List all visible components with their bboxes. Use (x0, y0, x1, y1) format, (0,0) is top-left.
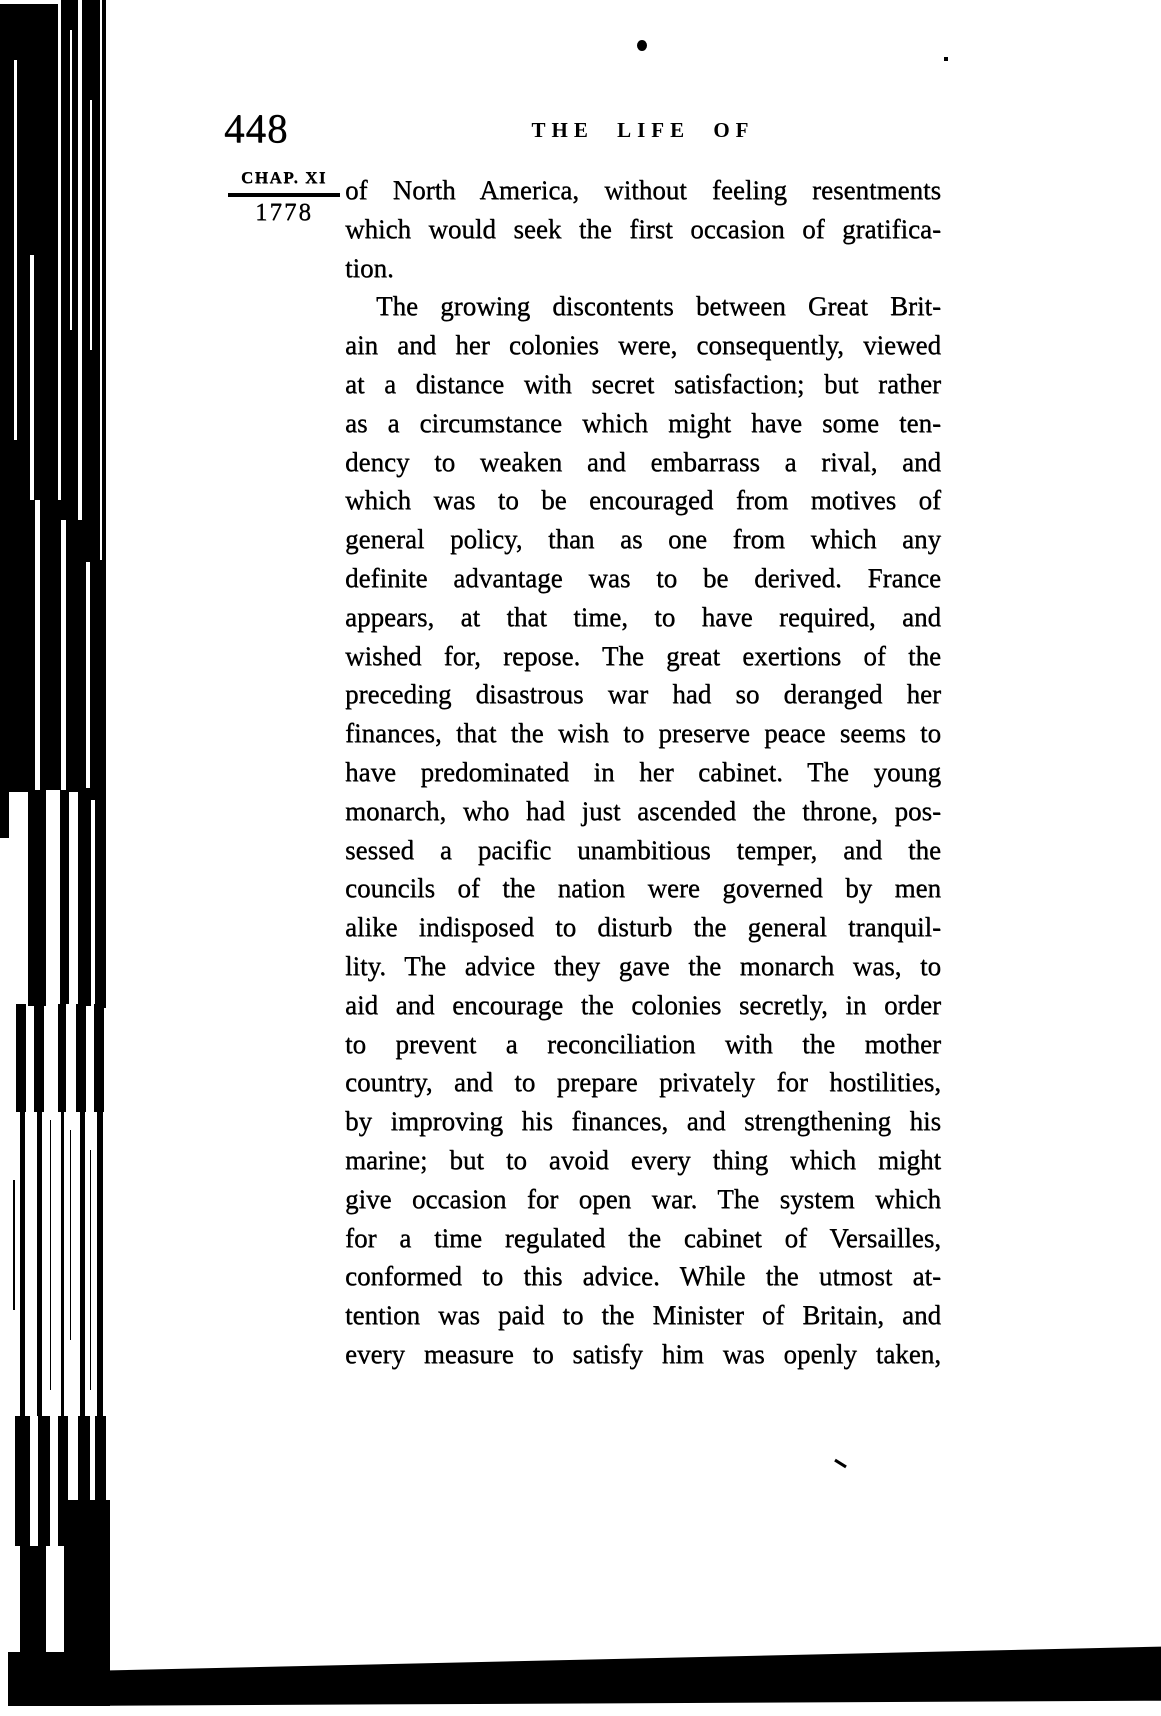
text-line: of North America, without feeling resentments (345, 175, 941, 205)
text-line: aid and encourage the colonies secretly, in order (345, 989, 941, 1020)
text-line: give occasion for open war. The system which (345, 1183, 941, 1214)
text-line: lity. The advice they gave the monarch was, to (345, 950, 941, 981)
scan-gutter-artifact (0, 0, 120, 1716)
ink-stray-mark-artifact (834, 1459, 847, 1468)
text-line: The growing discontents between Great Brit- (376, 291, 941, 322)
text-line: dency to weaken and embarrass a rival, and (345, 446, 941, 477)
text-line: definite advantage was to be derived. France (345, 562, 941, 593)
text-line: tention was paid to the Minister of Britain, and (345, 1300, 941, 1331)
scan-bottom-artifact (52, 1640, 1161, 1706)
text-line: at a distance with secret satisfaction; but rather (345, 368, 941, 399)
text-line: conformed to this advice. While the utmost at- (345, 1261, 941, 1292)
ink-dot-artifact (637, 40, 647, 51)
text-line: every measure to satisfy him was openly taken, (345, 1338, 941, 1369)
text-line: which would seek the first occasion of gratifica- (345, 213, 941, 244)
text-line: ain and her colonies were, consequently, viewed (345, 330, 941, 361)
text-line: councils of the nation were governed by men (345, 873, 941, 904)
margin-note (228, 168, 340, 227)
page-number: 448 (224, 105, 289, 151)
text-line: as a circumstance which might have some ten- (345, 407, 941, 438)
text-line: tion. (345, 252, 394, 283)
body-text (345, 171, 941, 1374)
text-line: by improving his finances, and strengthening his (345, 1106, 941, 1137)
text-line: have predominated in her cabinet. The young (345, 756, 941, 787)
margin-year: 1778 (255, 199, 313, 226)
ink-speck-artifact (944, 57, 948, 61)
running-header: THE LIFE OF (531, 118, 755, 142)
text-line: monarch, who had just ascended the throne, pos- (345, 795, 941, 826)
text-line: for a time regulated the cabinet of Versailles, (345, 1222, 941, 1253)
text-line: finances, that the wish to preserve peace seems to (345, 718, 941, 749)
text-line: which was to be encouraged from motives of (345, 485, 941, 516)
text-line: appears, at that time, to have required, and (345, 601, 941, 632)
text-line: general policy, than as one from which any (345, 524, 941, 555)
chapter-label: CHAP. XI (241, 168, 327, 187)
margin-rule (228, 193, 340, 197)
text-line: to prevent a reconciliation with the mother (345, 1028, 941, 1059)
text-line: wished for, repose. The great exertions of the (345, 640, 941, 671)
text-line: alike indisposed to disturb the general tranquil- (345, 912, 941, 943)
text-line: preceding disastrous war had so deranged her (345, 679, 941, 710)
text-line: marine; but to avoid every thing which might (345, 1144, 941, 1175)
text-line: country, and to prepare privately for hostilities, (345, 1067, 941, 1098)
text-line: sessed a pacific unambitious temper, and the (345, 834, 941, 865)
